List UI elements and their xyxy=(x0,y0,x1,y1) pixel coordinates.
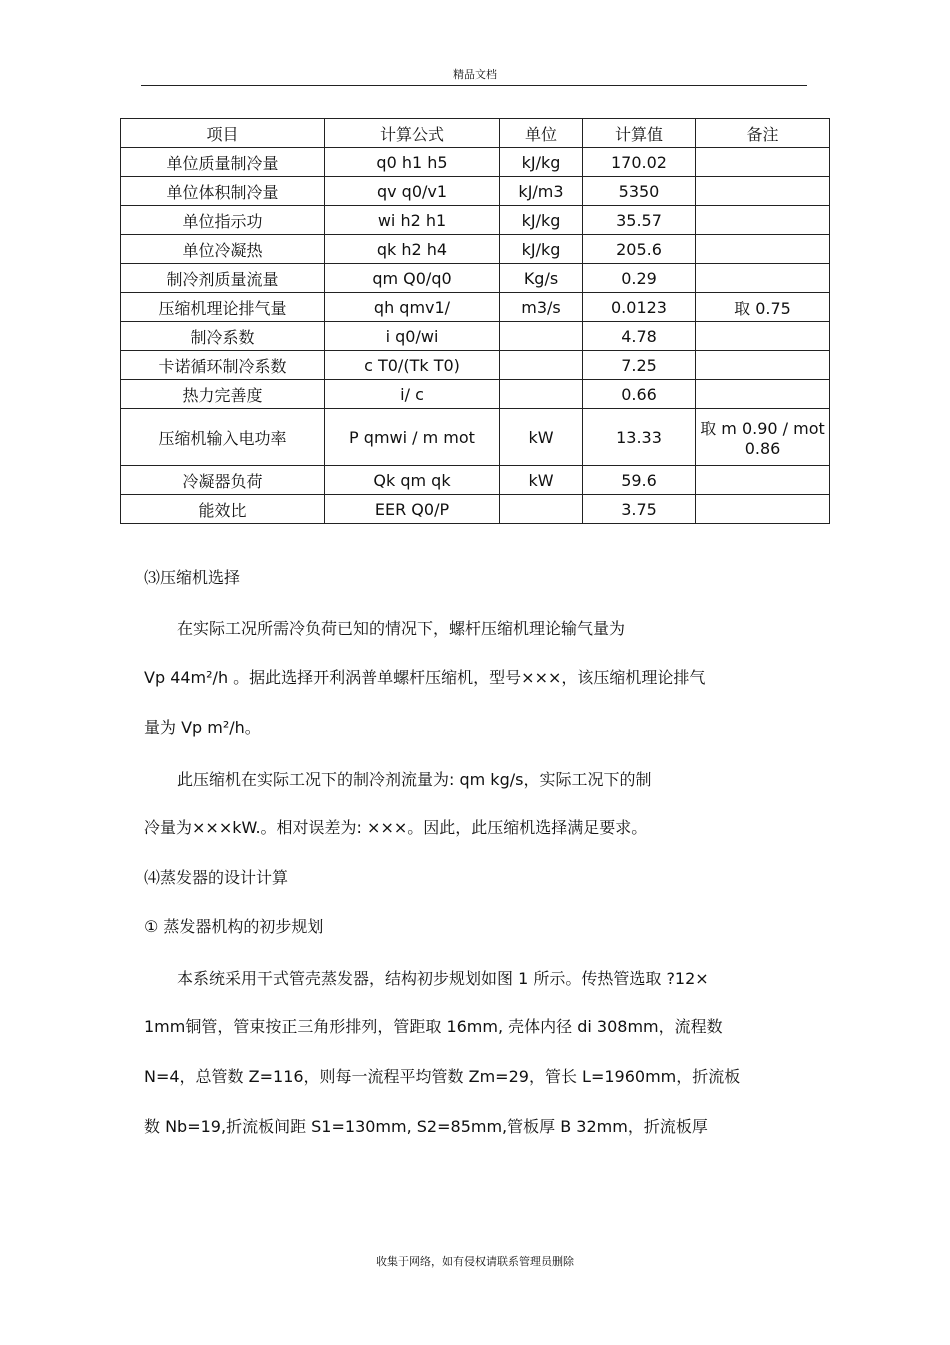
unit-cell: kJ/kg xyxy=(500,206,583,235)
note-cell xyxy=(696,235,830,264)
header-cell: 计算公式 xyxy=(325,119,500,148)
note-cell xyxy=(696,466,830,495)
table-row xyxy=(121,264,830,293)
unit-cell: Kg/s xyxy=(500,264,583,293)
note-cell xyxy=(696,148,830,177)
item-cell: 单位冷凝热 xyxy=(121,235,325,264)
formula-cell: Qk qm qk xyxy=(325,466,500,495)
formula-cell: q0 h1 h5 xyxy=(325,148,500,177)
item-cell: 单位质量制冷量 xyxy=(121,148,325,177)
formula-cell: qh qmv1/ xyxy=(325,293,500,322)
table-row xyxy=(121,235,830,264)
body-paragraph: N=4，总管数 Z=116，则每一流程平均管数 Zm=29，管长 L=1960mm，折流板 xyxy=(144,1067,741,1086)
value-cell: 0.0123 xyxy=(583,293,696,322)
table-row xyxy=(121,177,830,206)
value-cell: 205.6 xyxy=(583,235,696,264)
unit-cell xyxy=(500,380,583,409)
header-cell: 项目 xyxy=(121,119,325,148)
page-header: 精品文档 xyxy=(453,68,497,81)
body-paragraph: 本系统采用干式管壳蒸发器，结构初步规划如图 1 所示。传热管选取 ?12× xyxy=(177,969,709,988)
value-cell: 35.57 xyxy=(583,206,696,235)
formula-cell: EER Q0/P xyxy=(325,495,500,524)
formula-cell: i q0/wi xyxy=(325,322,500,351)
item-cell: 卡诺循环制冷系数 xyxy=(121,351,325,380)
note-cell xyxy=(696,380,830,409)
unit-cell xyxy=(500,322,583,351)
item-cell: 能效比 xyxy=(121,495,325,524)
table-row xyxy=(121,148,830,177)
item-cell: 压缩机输入电功率 xyxy=(121,409,325,466)
item-cell: 热力完善度 xyxy=(121,380,325,409)
table-row xyxy=(121,293,830,322)
table-row xyxy=(121,466,830,495)
value-cell: 13.33 xyxy=(583,409,696,466)
item-cell: 冷凝器负荷 xyxy=(121,466,325,495)
body-paragraph: 此压缩机在实际工况下的制冷剂流量为: qm kg/s，实际工况下的制 xyxy=(177,770,652,789)
subsection-heading: ① 蒸发器机构的初步规划 xyxy=(144,917,324,936)
unit-cell: kJ/kg xyxy=(500,235,583,264)
table-row xyxy=(121,495,830,524)
value-cell: 0.66 xyxy=(583,380,696,409)
note-cell xyxy=(696,177,830,206)
unit-cell xyxy=(500,495,583,524)
section-heading: ⑶压缩机选择 xyxy=(144,568,241,587)
value-cell: 3.75 xyxy=(583,495,696,524)
section-heading: ⑷蒸发器的设计计算 xyxy=(144,868,289,887)
body-paragraph: 数 Nb=19,折流板间距 S1=130mm, S2=85mm,管板厚 B 32mm，折流板厚 xyxy=(144,1117,708,1136)
note-cell: 取 0.75 xyxy=(696,293,830,322)
value-cell: 4.78 xyxy=(583,322,696,351)
note-cell xyxy=(696,206,830,235)
note-cell xyxy=(696,495,830,524)
unit-cell: kJ/m3 xyxy=(500,177,583,206)
table-header-row xyxy=(121,119,830,148)
value-cell: 170.02 xyxy=(583,148,696,177)
value-cell: 7.25 xyxy=(583,351,696,380)
body-paragraph: 1mm铜管，管束按正三角形排列，管距取 16mm, 壳体内径 di 308mm，流程数 xyxy=(144,1017,723,1036)
unit-cell: kJ/kg xyxy=(500,148,583,177)
body-paragraph: 量为 Vp m²/h。 xyxy=(144,718,261,737)
note-cell: 取 m 0.90 / mot 0.86 xyxy=(696,409,830,466)
formula-cell: qm Q0/q0 xyxy=(325,264,500,293)
note-cell xyxy=(696,264,830,293)
value-cell: 5350 xyxy=(583,177,696,206)
unit-cell: m3/s xyxy=(500,293,583,322)
calculation-table xyxy=(120,118,830,524)
header-cell: 单位 xyxy=(500,119,583,148)
body-paragraph: 冷量为×××kW.。相对误差为: ×××。因此，此压缩机选择满足要求。 xyxy=(144,818,648,837)
formula-cell: qv q0/v1 xyxy=(325,177,500,206)
header-cell: 计算值 xyxy=(583,119,696,148)
item-cell: 制冷剂质量流量 xyxy=(121,264,325,293)
formula-cell: qk h2 h4 xyxy=(325,235,500,264)
formula-cell: wi h2 h1 xyxy=(325,206,500,235)
table-row xyxy=(121,351,830,380)
body-paragraph: Vp 44m²/h 。据此选择开利涡普单螺杆压缩机，型号×××，该压缩机理论排气 xyxy=(144,668,706,687)
body-paragraph: 在实际工况所需冷负荷已知的情况下，螺杆压缩机理论输气量为 xyxy=(177,619,626,638)
unit-cell: kW xyxy=(500,466,583,495)
note-cell xyxy=(696,351,830,380)
header-rule xyxy=(141,85,807,86)
item-cell: 单位指示功 xyxy=(121,206,325,235)
table-row xyxy=(121,380,830,409)
item-cell: 单位体积制冷量 xyxy=(121,177,325,206)
header-cell: 备注 xyxy=(696,119,830,148)
formula-cell: i/ c xyxy=(325,380,500,409)
page-footer: 收集于网络，如有侵权请联系管理员删除 xyxy=(376,1255,574,1268)
formula-cell: P qmwi / m mot xyxy=(325,409,500,466)
value-cell: 59.6 xyxy=(583,466,696,495)
value-cell: 0.29 xyxy=(583,264,696,293)
item-cell: 压缩机理论排气量 xyxy=(121,293,325,322)
table-row xyxy=(121,322,830,351)
table-row xyxy=(121,206,830,235)
table-row xyxy=(121,409,830,466)
note-cell xyxy=(696,322,830,351)
unit-cell xyxy=(500,351,583,380)
item-cell: 制冷系数 xyxy=(121,322,325,351)
unit-cell: kW xyxy=(500,409,583,466)
formula-cell: c T0/(Tk T0) xyxy=(325,351,500,380)
